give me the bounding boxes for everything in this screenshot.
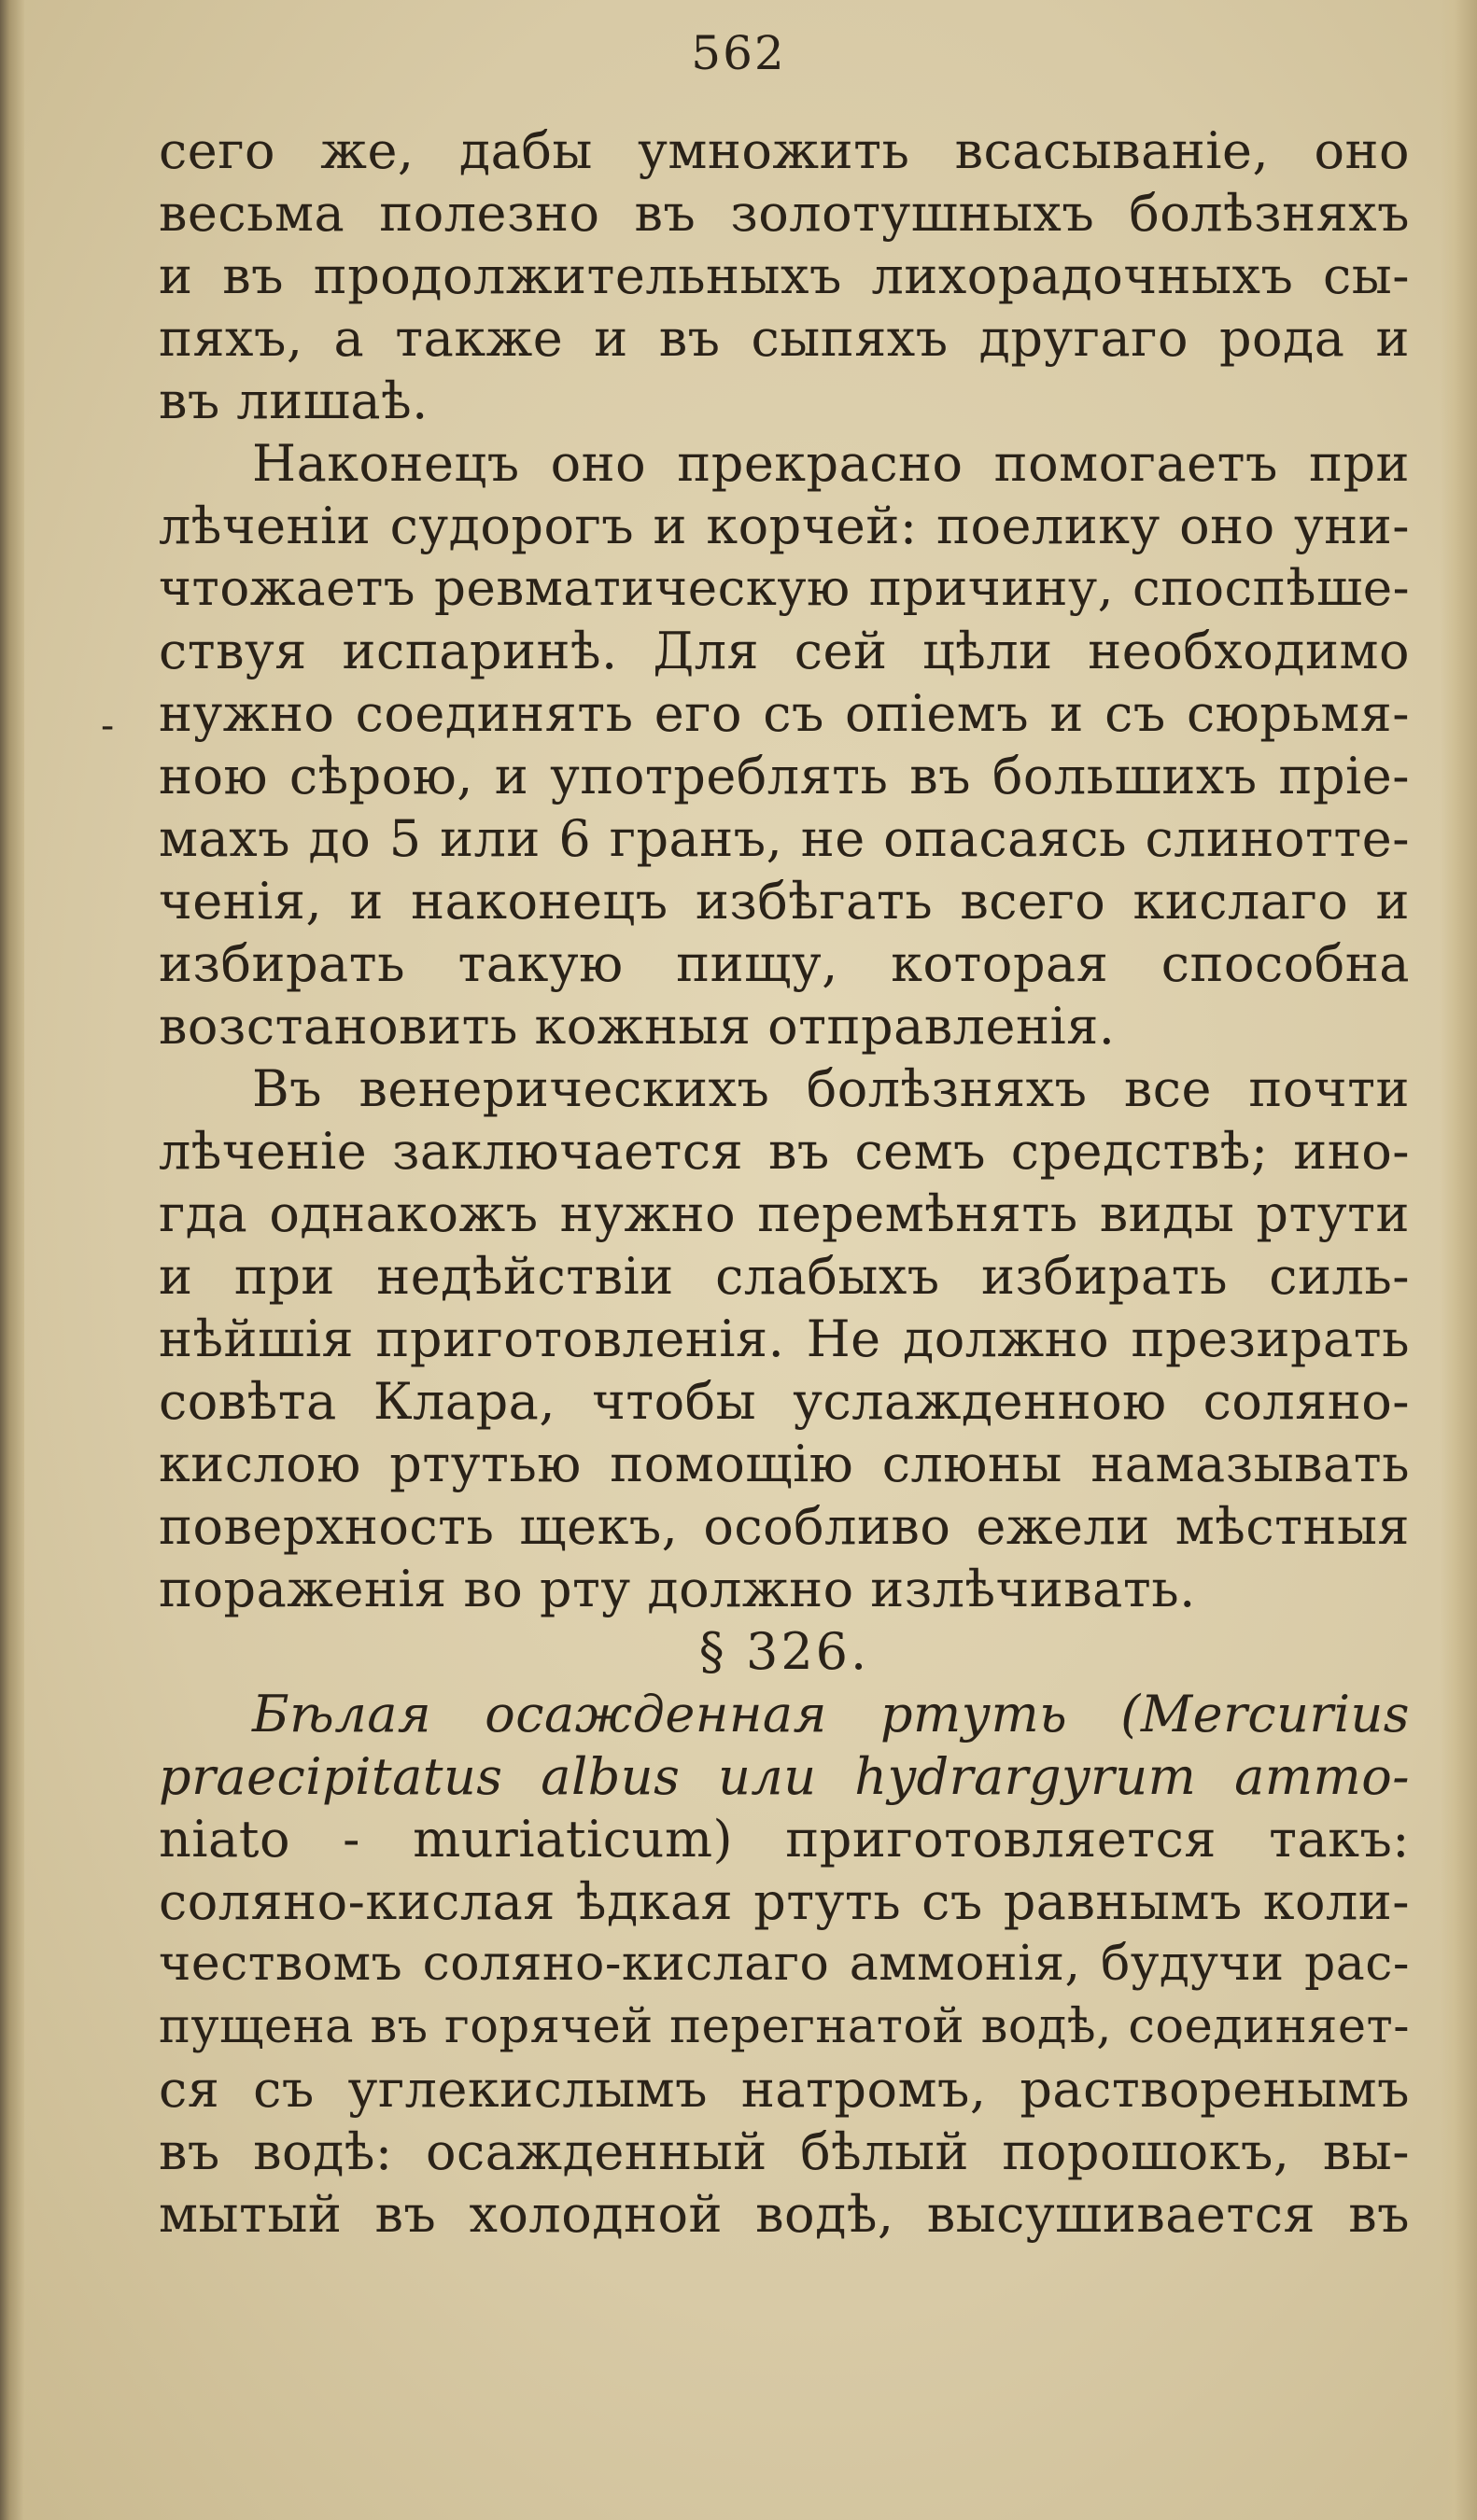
- text-line: пяхъ, а также и въ сыпяхъ другаго рода и: [159, 309, 1410, 368]
- text-line: ною сѣрою, и употреблять въ большихъ пріе-: [159, 747, 1410, 805]
- text-line: niato - muriaticum) приготовляется такъ:: [159, 1810, 1410, 1869]
- text-line: praecipitatus albus или hydrargyrum ammo-: [159, 1747, 1410, 1806]
- text-line: въ лишаѣ.: [159, 371, 429, 430]
- text-line: чествомъ соляно-кислаго аммонія, будучи рас-: [159, 1936, 1410, 1992]
- text-line: ченія, и наконецъ избѣгать всего кислаго и: [159, 872, 1410, 931]
- text-line: нѣйшія приготовленія. Не должно презирать: [159, 1309, 1410, 1368]
- page-text: [159, 119, 1410, 2246]
- page-right-edge: [1440, 0, 1477, 2520]
- text-line: совѣта Клара, чтобы услажденною соляно-: [159, 1372, 1410, 1431]
- text-line: ствуя испаринѣ. Для сей цѣли необходимо: [159, 622, 1410, 680]
- page-number: 562: [691, 26, 786, 80]
- margin-mark: -: [101, 702, 115, 748]
- text-line: пущена въ горячей перегнатой водѣ, соединяет-: [159, 1999, 1410, 2054]
- text-line: возстановить кожныя отправленія.: [159, 997, 1116, 1056]
- page-left-edge: [0, 0, 24, 2520]
- text-line: и при недѣйствіи слабыхъ избирать силь-: [159, 1247, 1410, 1306]
- text-line: кислою ртутью помощію слюны намазывать: [159, 1435, 1410, 1493]
- text-line: лѣченіе заключается въ семъ средствѣ; ино-: [159, 1122, 1410, 1181]
- text-line: въ водѣ: осажденный бѣлый порошокъ, вы-: [159, 2122, 1410, 2181]
- text-line: Наконецъ оно прекрасно помогаетъ при: [252, 434, 1410, 493]
- text-line: чтожаетъ ревматическую причину, споспѣше-: [159, 560, 1410, 617]
- section-heading: § 326.: [698, 1622, 870, 1681]
- text-line: сего же, дабы умножить всасываніе, оно: [159, 121, 1410, 180]
- text-line: мытый въ холодной водѣ, высушивается въ: [159, 2185, 1410, 2244]
- text-line: пораженія во рту должно излѣчивать.: [159, 1560, 1196, 1618]
- text-line: избирать такую пищу, которая способна: [159, 934, 1410, 993]
- text-line: ся съ углекислымъ натромъ, растворенымъ: [159, 2060, 1410, 2119]
- text-line: весьма полезно въ золотушныхъ болѣзняхъ: [159, 184, 1410, 243]
- text-line: нужно соединять его съ опіемъ и съ сюрьмя-: [159, 684, 1410, 743]
- text-line: поверхность щекъ, особливо ежели мѣстныя: [159, 1497, 1410, 1556]
- text-line: махъ до 5 или 6 гранъ, не опасаясь слинотте-: [159, 809, 1410, 868]
- text-line: Въ венерическихъ болѣзняхъ все почти: [252, 1059, 1410, 1118]
- text-line: лѣченіи судорогъ и корчей: поелику оно уни-: [159, 497, 1410, 555]
- text-line: и въ продолжительныхъ лихорадочныхъ сы-: [159, 246, 1410, 305]
- text-line: соляно-кислая ѣдкая ртуть съ равнымъ коли-: [159, 1872, 1410, 1931]
- text-line: гда однакожъ нужно перемѣнять виды ртути: [159, 1184, 1410, 1243]
- text-line: Бѣлая осажденная ртуть (Mercurius: [252, 1685, 1410, 1743]
